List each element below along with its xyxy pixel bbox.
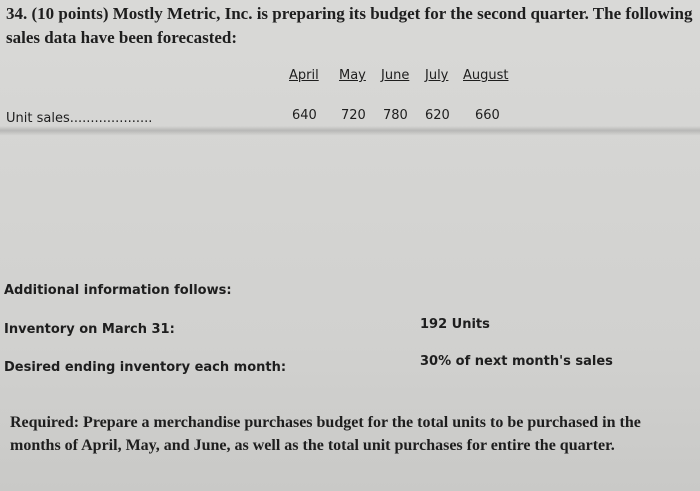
unit-sales-august: 660 <box>475 108 500 123</box>
month-header-august: August <box>463 68 509 83</box>
unit-sales-may: 720 <box>341 108 366 123</box>
unit-sales-july: 620 <box>425 108 450 123</box>
required-line-1: Required: Prepare a merchandise purchases budget for the total units to be purchased in the <box>10 414 641 431</box>
desired-ending-inventory-value: 30% of next month's sales <box>420 354 613 369</box>
question-line-1: 34. (10 points) Mostly Metric, Inc. is preparing its budget for the second quarter. The following <box>6 4 693 23</box>
month-header-july: July <box>425 68 449 83</box>
unit-sales-april: 640 <box>292 108 317 123</box>
inventory-march-label: Inventory on March 31: <box>4 322 175 337</box>
month-header-may: May <box>339 68 366 83</box>
month-header-june: June <box>381 68 410 83</box>
desired-ending-inventory-label: Desired ending inventory each month: <box>4 360 287 375</box>
month-header-april: April <box>289 68 319 83</box>
inventory-march-value: 192 Units <box>420 317 490 332</box>
required-line-2: months of April, May, and June, as well as the total unit purchases for entire the quarter. <box>10 437 615 454</box>
paper-fold-shadow <box>0 126 700 136</box>
unit-sales-label: Unit sales.................... <box>6 111 153 126</box>
question-line-2: sales data have been forecasted: <box>6 28 238 47</box>
additional-info-heading: Additional information follows: <box>4 283 232 298</box>
unit-sales-june: 780 <box>383 108 408 123</box>
